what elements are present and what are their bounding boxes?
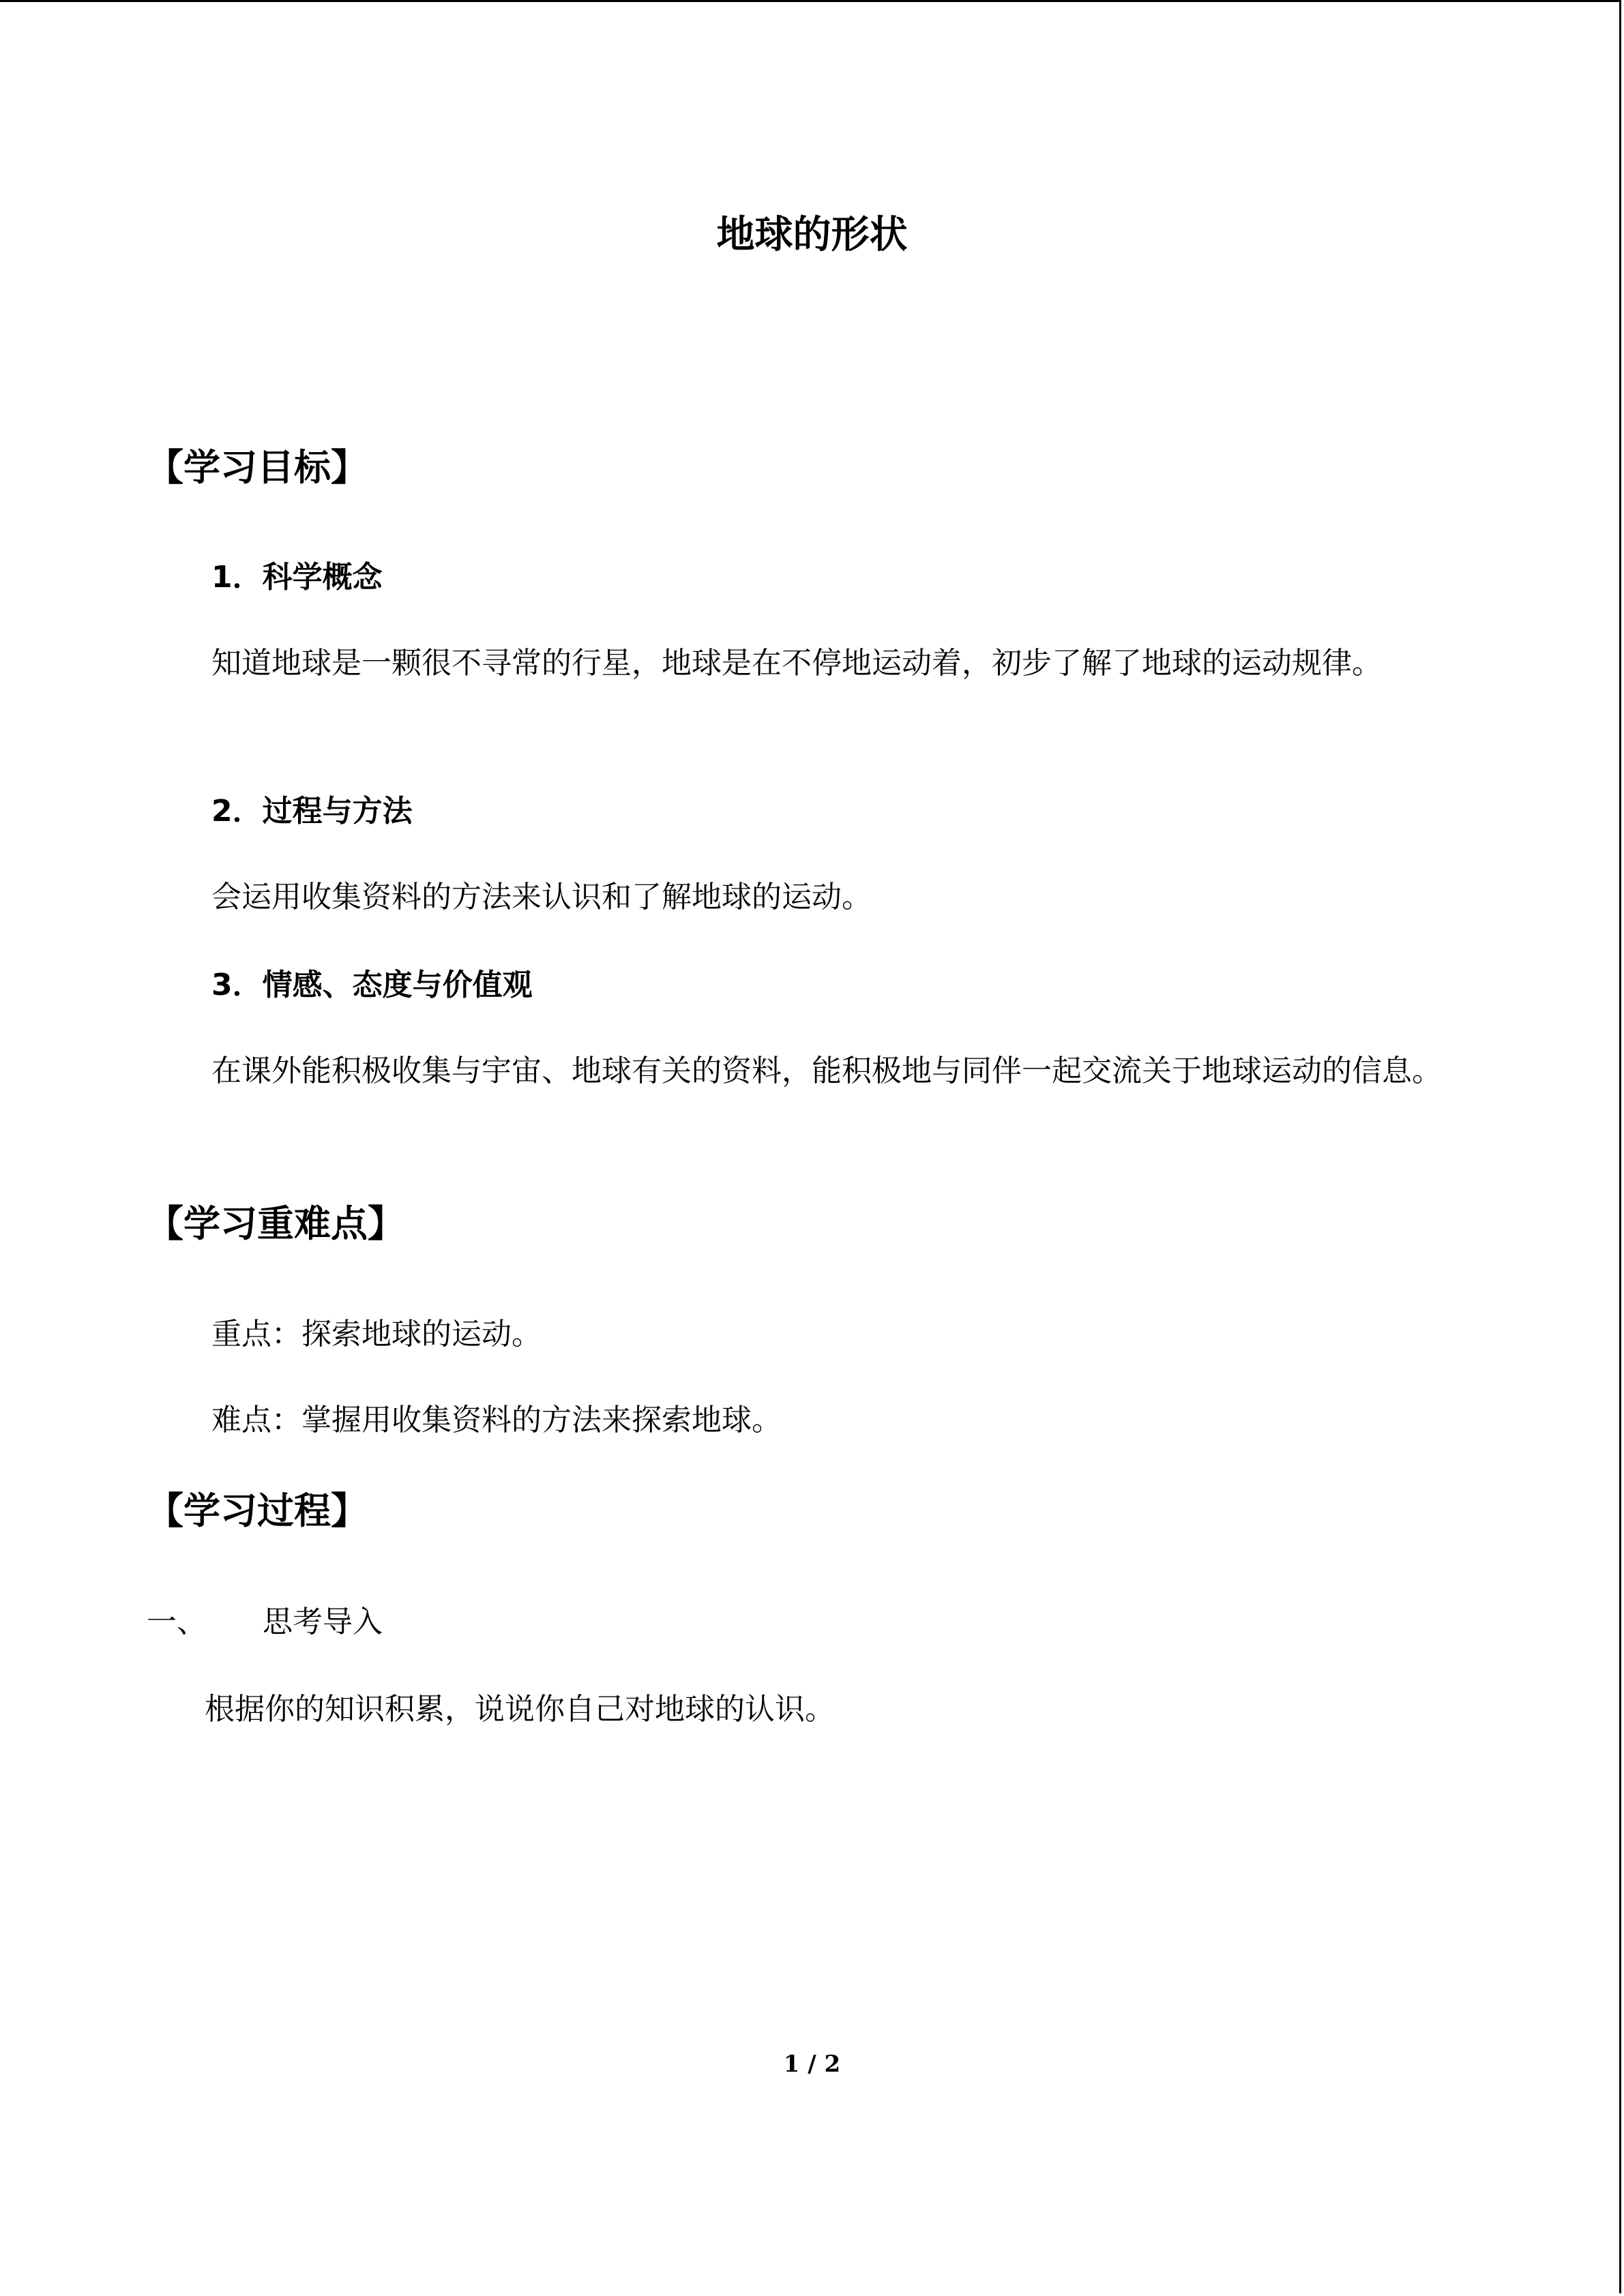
paragraph-process-method: 会运用收集资料的方法来认识和了解地球的运动。	[211, 880, 872, 914]
subheading-attitude-values: 3．情感、态度与价值观	[211, 968, 533, 1002]
page-title: 地球的形状	[716, 213, 908, 257]
paragraph-science-concept: 知道地球是一颗很不寻常的行星，地球是在不停地运动着，初步了解了地球的运动规律。	[211, 646, 1382, 681]
key-point-line: 重点：探索地球的运动。	[211, 1317, 542, 1352]
subheading-science-concept: 1．科学概念	[211, 560, 383, 595]
section-heading-objectives: 【学习目标】	[147, 446, 368, 489]
section-heading-key-points: 【学习重难点】	[147, 1202, 404, 1245]
section-heading-learning-process: 【学习过程】	[147, 1489, 368, 1532]
paragraph-attitude-values: 在课外能积极收集与宇宙、地球有关的资料，能积极地与同伴一起交流关于地球运动的信息。	[211, 1054, 1442, 1088]
prompt-text: 根据你的知识积累，说说你自己对地球的认识。	[205, 1692, 835, 1727]
list-label-thinking-intro: 思考导入	[263, 1605, 383, 1639]
list-marker: 一、	[147, 1605, 207, 1639]
difficult-point-line: 难点：掌握用收集资料的方法来探索地球。	[211, 1403, 782, 1437]
page-number: 1 / 2	[783, 2051, 841, 2078]
subheading-process-method: 2．过程与方法	[211, 794, 413, 829]
